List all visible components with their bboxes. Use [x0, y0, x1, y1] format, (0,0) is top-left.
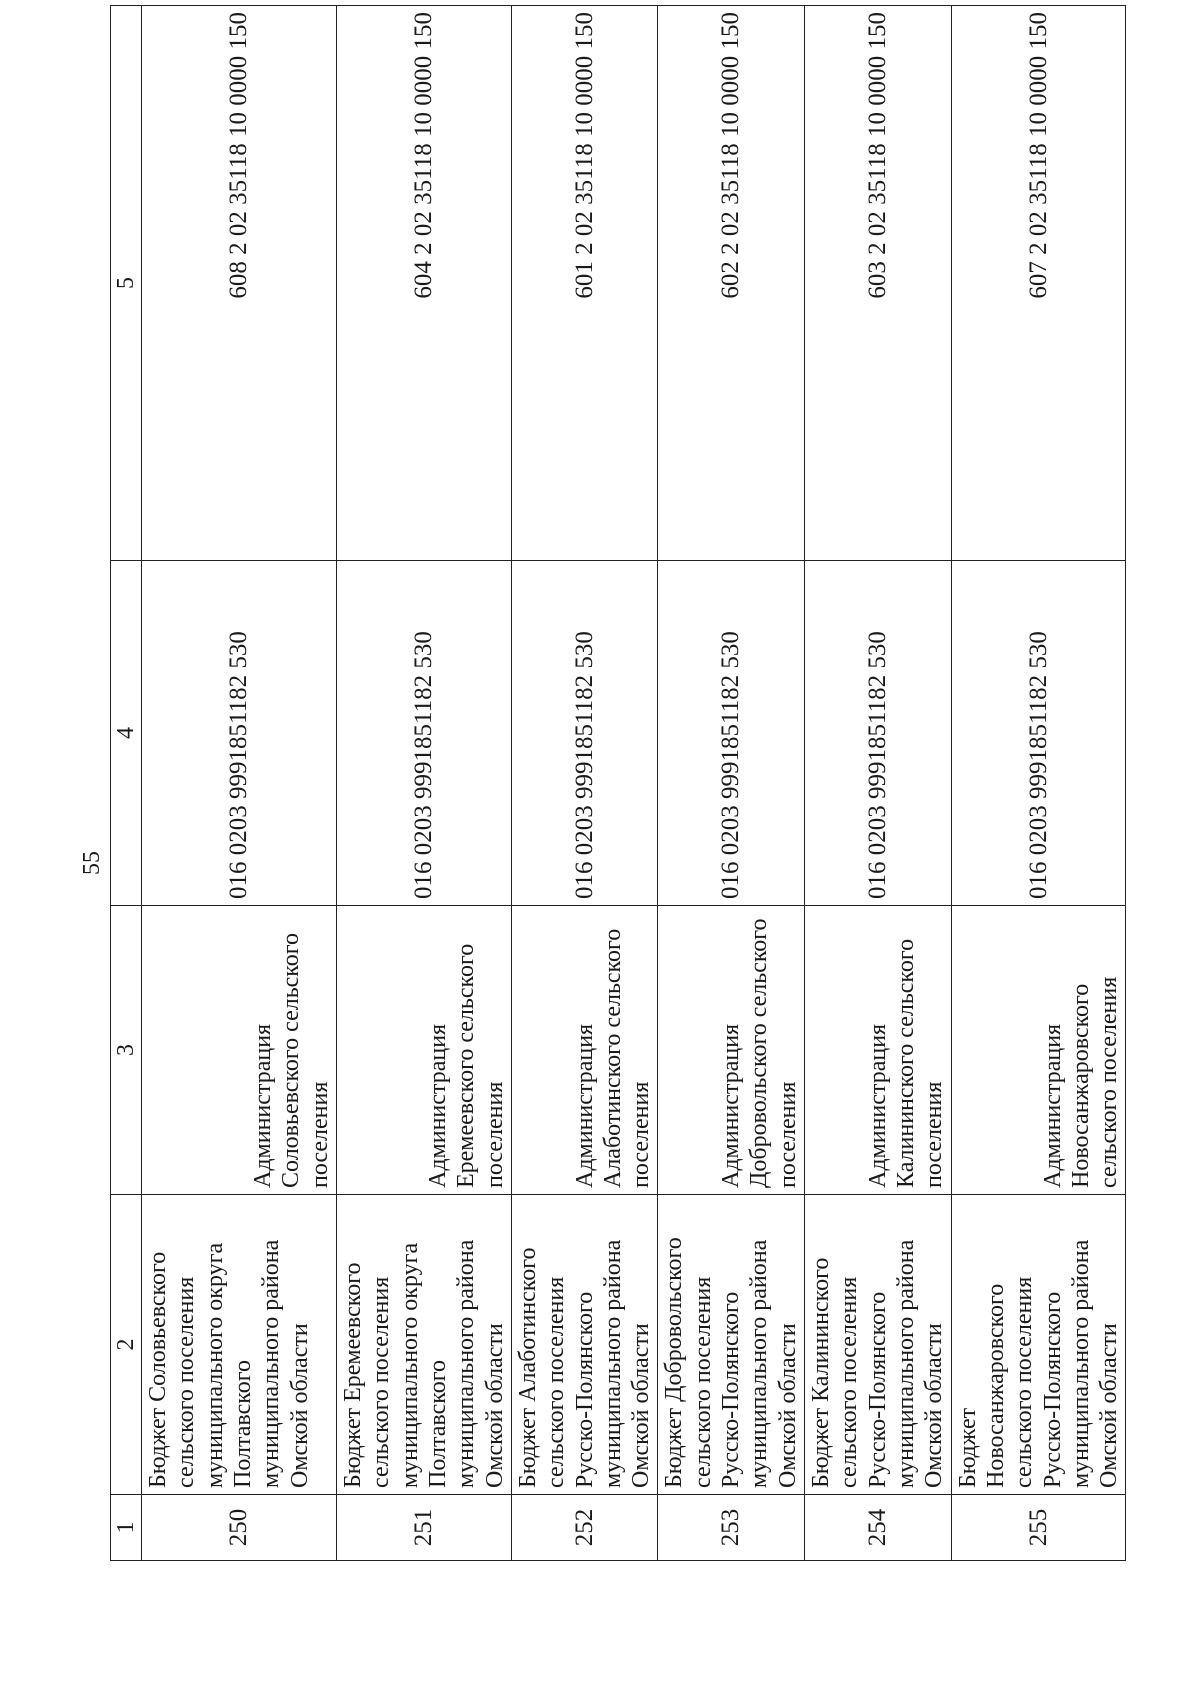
budget-name: Бюджет Калининского сельского поселения Русско-Полянского муниципального района Омской области	[805, 1195, 952, 1495]
administrator-name: Администрация Соловьевского сельского поселения	[142, 906, 337, 1195]
table-row	[658, 6, 805, 1561]
budget-name: Бюджет Алаботинского сельского поселения Русско-Полянского муниципального района Омской области	[511, 1195, 658, 1495]
row-number: 255	[951, 1495, 1126, 1561]
column-header-5: 5	[111, 6, 142, 561]
expense-code: 016 0203 9991851182 530	[658, 561, 805, 906]
column-header-3: 3	[111, 906, 142, 1195]
column-header-4: 4	[111, 561, 142, 906]
row-number: 254	[805, 1495, 952, 1561]
row-number: 251	[337, 1495, 512, 1561]
table-row	[805, 6, 952, 1561]
revenue-code: 603 2 02 35118 10 0000 150	[805, 6, 952, 561]
expense-code: 016 0203 9991851182 530	[951, 561, 1126, 906]
page-number: 55	[79, 851, 105, 875]
budget-name: Бюджет Новосанжаровского сельского поселения Русско-Полянского муниципального района Омской области	[951, 1195, 1126, 1495]
budget-name: Бюджет Еремеевского сельского поселения муниципального округа Полтавского муниципального района Омской области	[337, 1195, 512, 1495]
administrator-name: Администрация Добровольского сельского поселения	[658, 906, 805, 1195]
row-number: 252	[511, 1495, 658, 1561]
column-header-1: 1	[111, 1495, 142, 1561]
administrator-name: Администрация Еремеевского сельского поселения	[337, 906, 512, 1195]
expense-code: 016 0203 9991851182 530	[337, 561, 512, 906]
budget-table	[110, 5, 1126, 1561]
expense-code: 016 0203 9991851182 530	[142, 561, 337, 906]
row-number: 250	[142, 1495, 337, 1561]
expense-code: 016 0203 9991851182 530	[511, 561, 658, 906]
revenue-code: 604 2 02 35118 10 0000 150	[337, 6, 512, 561]
expense-code: 016 0203 9991851182 530	[805, 561, 952, 906]
revenue-code: 602 2 02 35118 10 0000 150	[658, 6, 805, 561]
administrator-name: Администрация Алаботинского сельского поселения	[511, 906, 658, 1195]
revenue-code: 607 2 02 35118 10 0000 150	[951, 6, 1126, 561]
table-row	[511, 6, 658, 1561]
revenue-code: 601 2 02 35118 10 0000 150	[511, 6, 658, 561]
column-header-2: 2	[111, 1195, 142, 1495]
table-row	[142, 6, 337, 1561]
table-row	[951, 6, 1126, 1561]
table-row	[337, 6, 512, 1561]
row-number: 253	[658, 1495, 805, 1561]
administrator-name: Администрация Калининского сельского поселения	[805, 906, 952, 1195]
budget-name: Бюджет Соловьевского сельского поселения муниципального округа Полтавского муниципального района Омской области	[142, 1195, 337, 1495]
header-row	[111, 6, 142, 1561]
budget-name: Бюджет Добровольского сельского поселения Русско-Полянского муниципального района Омской области	[658, 1195, 805, 1495]
administrator-name: Администрация Новосанжаровского сельского поселения	[951, 906, 1126, 1195]
revenue-code: 608 2 02 35118 10 0000 150	[142, 6, 337, 561]
